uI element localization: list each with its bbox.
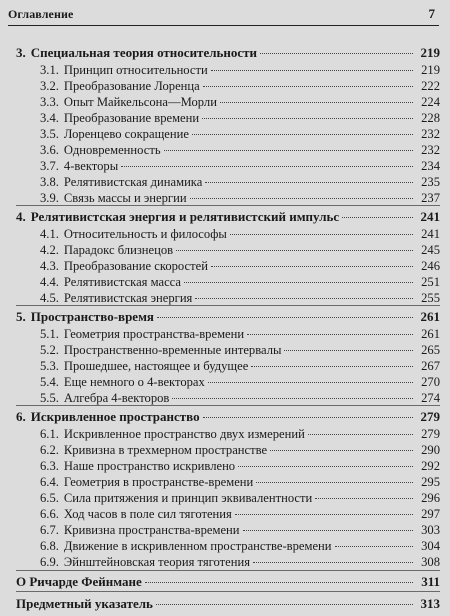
toc-section-4-2[interactable] [40,242,440,258]
dot-leader [121,166,413,167]
toc-page: 219 [420,45,440,60]
toc-subject-index[interactable] [16,596,440,612]
toc-title: Наше пространство искривлено [63,459,236,473]
dot-leader [202,118,413,119]
toc-section-6-8[interactable] [40,538,440,554]
toc-section-4-3[interactable] [40,258,440,274]
toc-section-5-2[interactable] [40,342,440,358]
dot-leader [184,282,413,283]
toc-number: 4. [16,209,26,224]
toc-section-6-9[interactable] [40,554,440,570]
toc-title: Эйнштейновская теория тяготения [63,555,251,569]
dot-leader [192,134,413,135]
toc-number: 6. [16,409,26,424]
toc-title: Сила притяжения и принцип эквивалентности [63,491,313,505]
chapter-divider [16,405,440,406]
chapter-divider [16,591,440,592]
toc-title: Преобразование времени [63,111,200,125]
dot-leader [203,417,413,418]
toc-page: 232 [421,143,440,157]
toc-section-6-1[interactable] [40,426,440,442]
toc-section-5-5[interactable] [40,390,440,406]
dot-leader [220,102,413,103]
toc-about-feynman[interactable] [16,574,440,590]
toc-number: 6.2. [40,443,59,457]
toc-page: 304 [421,539,440,553]
dot-leader [247,334,413,335]
toc-title: Прошедшее, настоящее и будущее [63,359,249,373]
running-page-number: 7 [428,6,435,21]
dot-leader [253,562,413,563]
toc-section-6-4[interactable] [40,474,440,490]
dot-leader [190,198,413,199]
toc-chapter-3[interactable] [16,45,440,61]
toc-number: 3.2. [40,79,59,93]
toc-section-3-8[interactable] [40,174,440,190]
toc-number: 5.4. [40,375,59,389]
toc-section-5-1[interactable] [40,326,440,342]
dot-leader [145,582,413,583]
toc-title: Одновременность [63,143,161,157]
toc-number: 3.4. [40,111,59,125]
dot-leader [230,234,413,235]
toc-page: 237 [421,191,440,205]
toc-page: 255 [421,291,440,305]
toc-page: 265 [421,343,440,357]
toc-title: Кривизна пространства-времени [63,523,240,537]
toc-page: 279 [421,427,440,441]
toc-page: 235 [421,175,440,189]
toc-page: 251 [421,275,440,289]
toc-title: Алгебра 4-векторов [63,391,170,405]
dot-leader [315,498,413,499]
toc-page: 279 [420,409,440,424]
toc-number: 6.9. [40,555,59,569]
toc-title: Движение в искривленном пространстве-времени [63,539,332,553]
dot-leader [256,482,413,483]
toc-title: Парадокс близнецов [63,243,174,257]
toc-title: Преобразование Лоренца [63,79,200,93]
toc-page: 261 [420,309,440,324]
toc-number: 3.6. [40,143,59,157]
toc-number: 6.3. [40,459,59,473]
toc-section-5-3[interactable] [40,358,440,374]
toc-title: Опыт Майкельсона—Морли [63,95,217,109]
dot-leader [243,530,413,531]
dot-leader [156,604,413,605]
toc-page: 245 [421,243,440,257]
toc-section-4-4[interactable] [40,274,440,290]
header-rule [8,25,439,26]
toc-page: 313 [420,596,440,611]
dot-leader [260,53,413,54]
dot-leader [203,86,413,87]
toc-title: Ход часов в поле сил тяготения [63,507,232,521]
dot-leader [205,182,413,183]
toc-title: Еще немного о 4-векторах [63,375,205,389]
toc-title: Искривленное пространство [30,409,200,424]
toc-section-3-3[interactable] [40,94,440,110]
dot-leader [238,466,413,467]
chapter-divider [16,205,440,206]
toc-page: 295 [421,475,440,489]
toc-chapter-6[interactable] [16,409,440,425]
toc-title: Пространство-время [30,309,154,324]
toc-page: 311 [421,574,440,589]
toc-page: 228 [421,111,440,125]
toc-number: 4.2. [40,243,59,257]
toc-chapter-5[interactable] [16,309,440,325]
toc-page: 224 [421,95,440,109]
toc-section-4-1[interactable] [40,226,440,242]
toc-title: О Ричарде Фейнмане [16,574,142,589]
toc-number: 4.1. [40,227,59,241]
toc-title: 4-векторы [63,159,119,173]
toc-section-3-7[interactable] [40,158,440,174]
dot-leader [251,366,413,367]
toc-section-5-4[interactable] [40,374,440,390]
dot-leader [176,250,413,251]
toc-number: 6.6. [40,507,59,521]
toc-number: 5.1. [40,327,59,341]
toc-page: 292 [421,459,440,473]
toc-number: 4.4. [40,275,59,289]
toc-number: 3. [16,45,26,60]
toc-number: 6.7. [40,523,59,537]
toc-page: 270 [421,375,440,389]
toc-number: 6.1. [40,427,59,441]
dot-leader [211,70,413,71]
toc-page: 297 [421,507,440,521]
toc-number: 3.3. [40,95,59,109]
toc-number: 4.3. [40,259,59,273]
dot-leader [211,266,413,267]
toc-number: 6.8. [40,539,59,553]
toc-title: Лоренцево сокращение [63,127,189,141]
toc-number: 5.2. [40,343,59,357]
toc-number: 4.5. [40,291,59,305]
chapter-divider [16,305,440,306]
toc-title: Релятивистская масса [63,275,182,289]
dot-leader [172,398,413,399]
toc-title: Релятивистская динамика [63,175,203,189]
toc-page: 241 [420,209,440,224]
toc-page: 290 [421,443,440,457]
toc-number: 6.5. [40,491,59,505]
toc-section-6-2[interactable] [40,442,440,458]
toc-title: Релятивистская энергия [63,291,193,305]
toc-section-3-9[interactable] [40,190,440,206]
running-title: Оглавление [8,7,74,21]
toc-page: 222 [421,79,440,93]
toc-page: 267 [421,359,440,373]
toc-page: 261 [421,327,440,341]
toc-page: 296 [421,491,440,505]
toc-title: Кривизна в трехмерном пространстве [63,443,268,457]
toc-section-3-2[interactable] [40,78,440,94]
toc-page: 232 [421,127,440,141]
toc-section-3-1[interactable] [40,62,440,78]
toc-title: Связь массы и энергии [63,191,187,205]
chapter-divider [16,570,440,571]
dot-leader [342,217,413,218]
toc-number: 5.3. [40,359,59,373]
dot-leader [164,150,413,151]
toc-section-6-3[interactable] [40,458,440,474]
toc-section-3-4[interactable] [40,110,440,126]
toc-title: Преобразование скоростей [63,259,208,273]
toc-title: Релятивистская энергия и релятивистский импульс [30,209,340,224]
dot-leader [195,298,413,299]
toc-title: Специальная теория относительности [30,45,258,60]
toc-section-6-6[interactable] [40,506,440,522]
dot-leader [308,434,413,435]
toc-section-4-5[interactable] [40,290,440,306]
toc-chapter-4[interactable] [16,209,440,225]
toc-title: Принцип относительности [63,63,208,77]
toc-page: 274 [421,391,440,405]
toc-title: Геометрия в пространстве-времени [63,475,254,489]
toc-number: 5. [16,309,26,324]
toc-number: 5.5. [40,391,59,405]
toc-title: Искривленное пространство двух измерений [63,427,305,441]
toc-section-6-7[interactable] [40,522,440,538]
toc-page: 246 [421,259,440,273]
toc-number: 3.1. [40,63,59,77]
toc-title: Предметный указатель [16,596,153,611]
toc-page: 234 [421,159,440,173]
dot-leader [335,546,413,547]
running-header [0,0,450,24]
dot-leader [270,450,413,451]
toc-section-6-5[interactable] [40,490,440,506]
toc-page: 219 [421,63,440,77]
toc-title: Пространственно-временные интервалы [63,343,282,357]
dot-leader [284,350,413,351]
toc-number: 3.9. [40,191,59,205]
toc-page: 241 [421,227,440,241]
dot-leader [157,317,413,318]
toc-page: 308 [421,555,440,569]
dot-leader [235,514,413,515]
dot-leader [208,382,413,383]
toc-title: Относительность и философы [63,227,227,241]
toc-title: Геометрия пространства-времени [63,327,245,341]
toc-number: 3.8. [40,175,59,189]
toc-number: 6.4. [40,475,59,489]
toc-number: 3.5. [40,127,59,141]
toc-section-3-5[interactable] [40,126,440,142]
toc-number: 3.7. [40,159,59,173]
toc-page: 303 [421,523,440,537]
toc-section-3-6[interactable] [40,142,440,158]
